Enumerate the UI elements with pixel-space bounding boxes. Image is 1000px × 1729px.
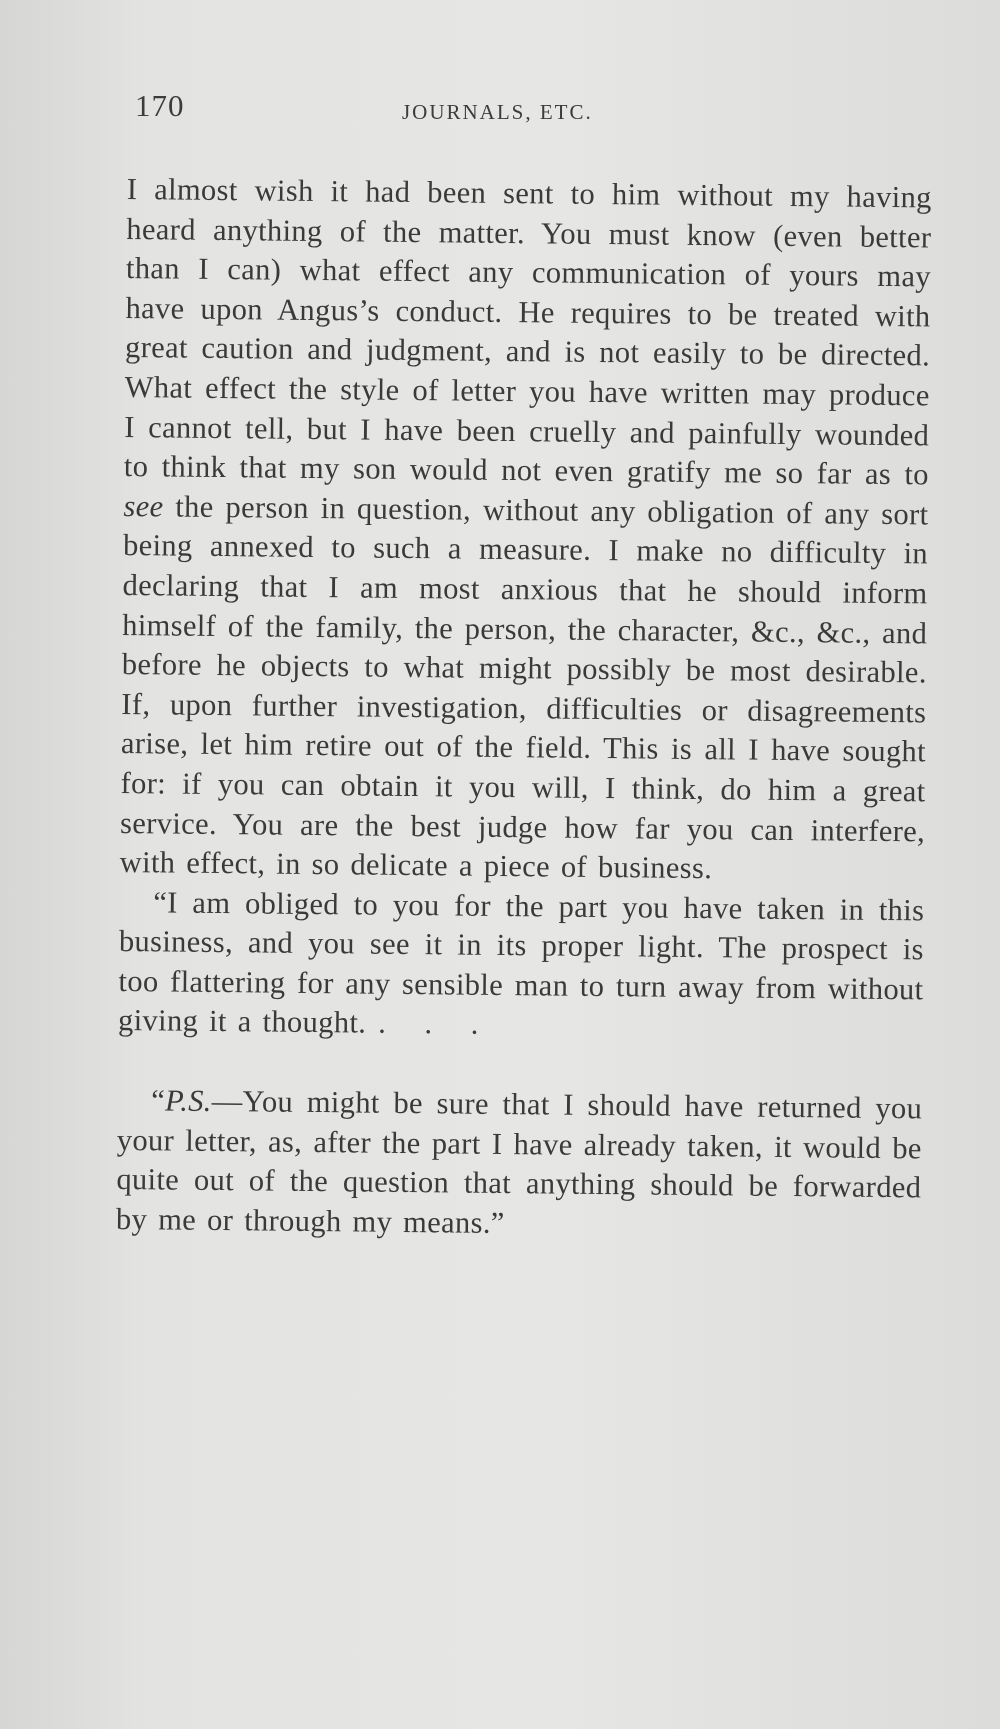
paragraph-quoted-letter: [118, 883, 925, 1050]
body-text: [116, 170, 932, 1248]
paragraph-letter-continuation: [120, 170, 932, 891]
page-header: [135, 88, 925, 138]
page-number: 170: [135, 88, 185, 123]
ellipsis: . . .: [378, 1006, 493, 1042]
paragraph-text: I almost wish it had been sent to him without my having heard anything of the matter. You must know (even better than I can) what effect any communication of yours may have upon Angus’s conduct. He requires to be treated with great caution and judgment, and is not easily to be directed. What effect the style of letter you have written may produce I cannot tell, but I have been cruelly and painfully wounded to think that my son would not even gratify me so far as to: [123, 171, 932, 492]
ps-label: P.S.: [164, 1083, 212, 1119]
paragraph-text: the person in question, without any obligation of any sort being annexed to such a measure. I make no difficulty in declaring that I am most anxious that he should inform himself of the family, the person, the character, &c., &c., and before he objects to what might possibly be most desirable. If, upon further investigation, difficulties or disagreements arise, let him retire out of the field. This is all I have sought for: if you can obtain it you will, I think, do him a great service. You are the best judge how far you can interfere, with effect, in so delicate a piece of business.: [119, 489, 929, 886]
paragraph-postscript: [116, 1081, 923, 1248]
open-quote: “: [151, 1083, 166, 1118]
emphasized-word: see: [123, 488, 164, 524]
paragraph-text: “I am obliged to you for the part you have taken in this business, and you see it in its proper light. The prospect is too flattering for any sensible man to turn away from without giving it a thought.: [117, 885, 925, 1041]
paragraph-text: —You might be sure that I should have returned you your letter, as, after the part I have already taken, it would be quite out of the question that anything should be forwarded by me or through my means.”: [115, 1084, 923, 1240]
running-head: JOURNALS, ETC.: [402, 100, 593, 124]
